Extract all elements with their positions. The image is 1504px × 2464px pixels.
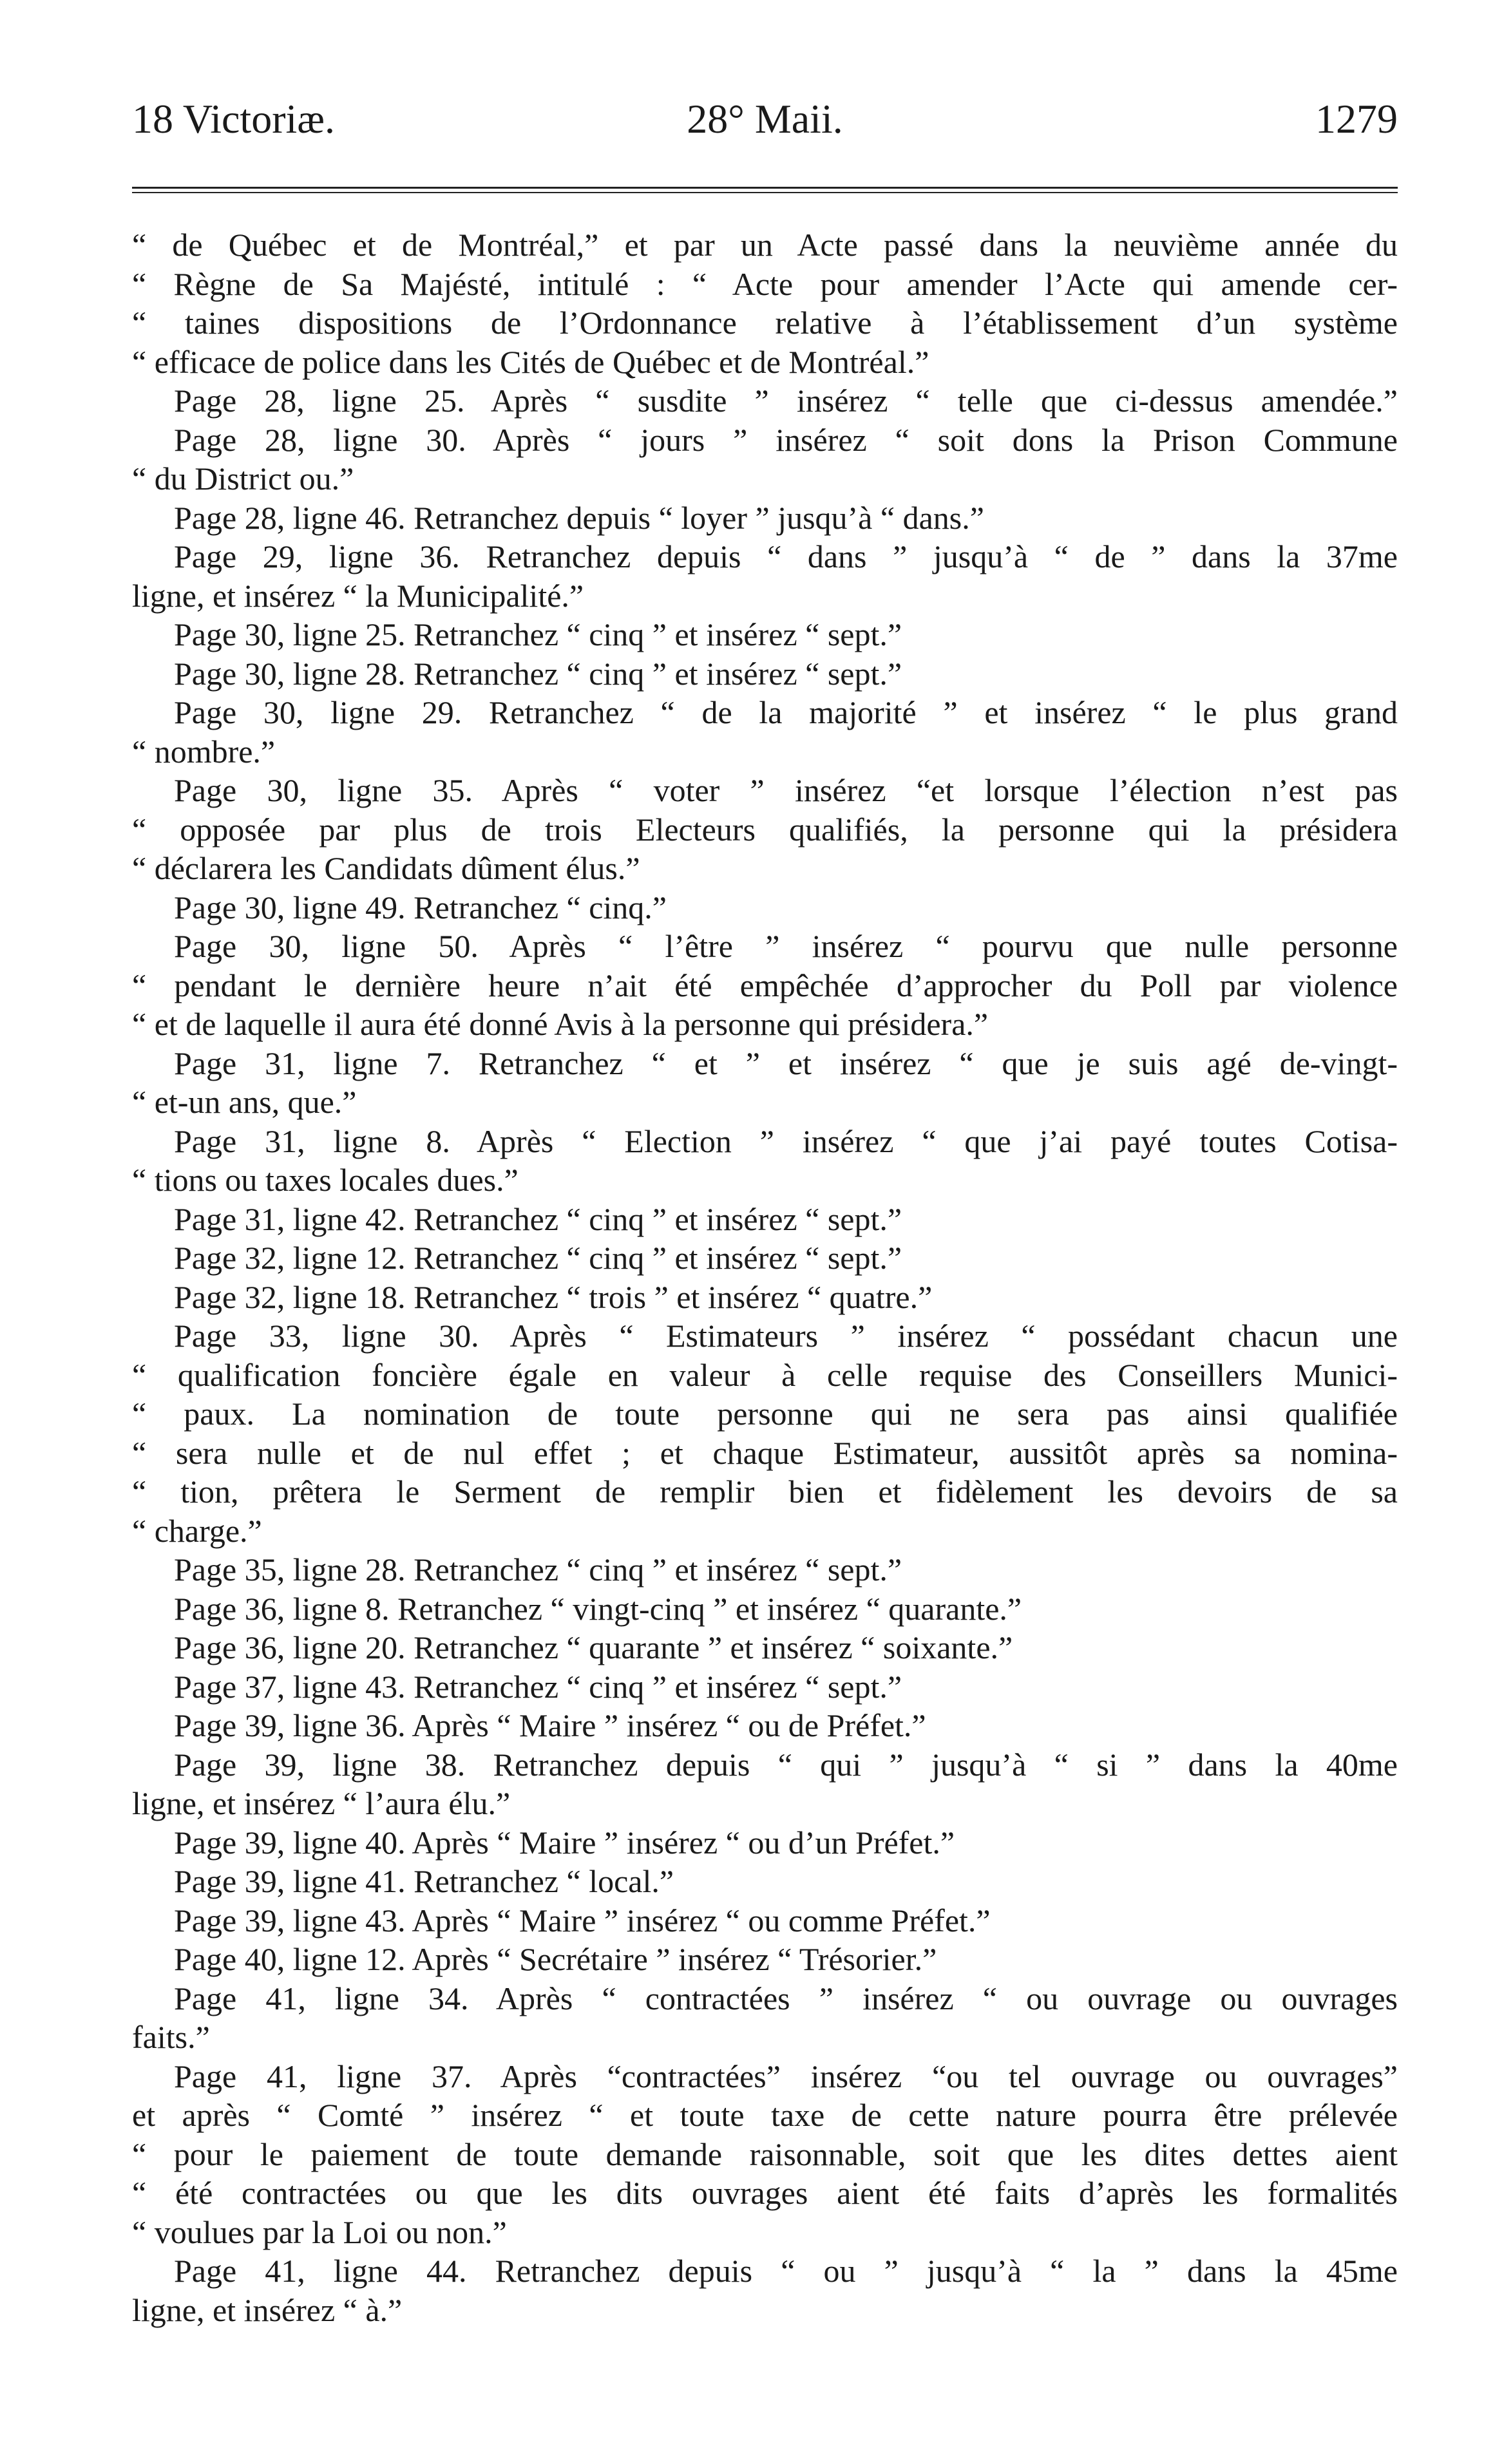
text-line: Page 30, ligne 25. Retranchez “ cinq ” et insérez “ sept.” — [174, 616, 902, 652]
text-line: Page 28, ligne 25. Après “ susdite ” insérez “ telle que ci-dessus amendée.” — [174, 383, 1398, 419]
text-line: “ efficace de police dans les Cités de Québec et de Montréal.” — [132, 343, 929, 380]
text-line: ligne, et insérez “ l’aura élu.” — [132, 1785, 511, 1821]
text-line: “ paux. La nomination de toute personne qui ne sera pas ainsi qualifiée — [132, 1396, 1398, 1432]
text-line: “ et de laquelle il aura été donné Avis à la personne qui présidera.” — [132, 1006, 989, 1042]
text-line: et après “ Comté ” insérez “ et toute taxe de cette nature pourra être prélevée — [132, 2097, 1398, 2133]
text-line: “ taines dispositions de l’Ordonnance relative à l’établissement d’un système — [132, 305, 1398, 341]
text-line: Page 33, ligne 30. Après “ Estimateurs ” insérez “ possédant chacun une — [174, 1318, 1398, 1354]
text-line: Page 31, ligne 7. Retranchez “ et ” et insérez “ que je suis agé de-vingt- — [174, 1045, 1398, 1081]
text-line: “ charge.” — [132, 1512, 262, 1549]
text-line: Page 29, ligne 36. Retranchez depuis “ dans ” jusqu’à “ de ” dans la 37me — [174, 538, 1398, 574]
header-date: 28° Maii. — [687, 96, 843, 142]
text-line: Page 40, ligne 12. Après “ Secrétaire ” insérez “ Trésorier.” — [174, 1941, 937, 1977]
text-line: Page 30, ligne 50. Après “ l’être ” insérez “ pourvu que nulle personne — [174, 928, 1398, 964]
text-line: Page 32, ligne 18. Retranchez “ trois ” et insérez “ quatre.” — [174, 1278, 933, 1315]
text-line: “ déclarera les Candidats dûment élus.” — [132, 850, 640, 886]
header-page-number: 1279 — [1315, 96, 1398, 142]
text-line: “ qualification foncière égale en valeur à celle requise des Conseillers Munici- — [132, 1356, 1398, 1393]
text-line: Page 39, ligne 40. Après “ Maire ” insérez “ ou d’un Préfet.” — [174, 1824, 955, 1861]
text-line: Page 32, ligne 12. Retranchez “ cinq ” et insérez “ sept.” — [174, 1240, 902, 1276]
text-line: ligne, et insérez “ la Municipalité.” — [132, 577, 584, 614]
text-line: “ sera nulle et de nul effet ; et chaque Estimateur, aussitôt après sa nomina- — [132, 1434, 1398, 1471]
text-line: Page 39, ligne 38. Retranchez depuis “ qui ” jusqu’à “ si ” dans la 40me — [174, 1746, 1398, 1783]
header-regnal-year: 18 Victoriæ. — [132, 96, 335, 142]
text-line: Page 41, ligne 34. Après “ contractées ” insérez “ ou ouvrage ou ouvrages — [174, 1980, 1398, 2016]
text-line: Page 39, ligne 41. Retranchez “ local.” — [174, 1863, 674, 1899]
text-line: Page 30, ligne 28. Retranchez “ cinq ” et insérez “ sept.” — [174, 655, 902, 692]
text-line: Page 39, ligne 36. Après “ Maire ” insérez “ ou de Préfet.” — [174, 1707, 926, 1743]
text-line: Page 30, ligne 49. Retranchez “ cinq.” — [174, 889, 667, 925]
running-header — [132, 90, 1398, 148]
text-line: “ pendant le dernière heure n’ait été empêchée d’approcher du Poll par violence — [132, 967, 1398, 1003]
text-line: Page 41, ligne 37. Après “contractées” insérez “ou tel ouvrage ou ouvrages” — [174, 2058, 1398, 2094]
text-line: “ du District ou.” — [132, 460, 354, 497]
text-line: Page 31, ligne 8. Après “ Election ” insérez “ que j’ai payé toutes Cotisa- — [174, 1123, 1398, 1159]
header-rule-top — [132, 187, 1398, 189]
text-line: “ Règne de Sa Majésté, intitulé : “ Acte pour amender l’Acte qui amende cer- — [132, 265, 1398, 302]
text-line: faits.” — [132, 2019, 210, 2055]
text-line: Page 35, ligne 28. Retranchez “ cinq ” et insérez “ sept.” — [174, 1551, 902, 1587]
text-line: Page 31, ligne 42. Retranchez “ cinq ” et insérez “ sept.” — [174, 1200, 902, 1237]
text-line: Page 28, ligne 30. Après “ jours ” insérez “ soit dons la Prison Commune — [174, 421, 1398, 458]
text-line: Page 28, ligne 46. Retranchez depuis “ loyer ” jusqu’à “ dans.” — [174, 499, 984, 536]
text-line: Page 36, ligne 8. Retranchez “ vingt-cinq ” et insérez “ quarante.” — [174, 1590, 1022, 1627]
text-line: ligne, et insérez “ à.” — [132, 2291, 403, 2328]
header-rule-bottom — [132, 192, 1398, 193]
text-line: Page 39, ligne 43. Après “ Maire ” insérez “ ou comme Préfet.” — [174, 1902, 991, 1938]
text-line: “ été contractées ou que les dits ouvrages aient été faits d’après les formalités — [132, 2175, 1398, 2211]
text-line: “ tion, prêtera le Serment de remplir bien et fidèlement les devoirs de sa — [132, 1474, 1398, 1510]
text-line: Page 36, ligne 20. Retranchez “ quarante ” et insérez “ soixante.” — [174, 1629, 1013, 1665]
text-line: “ opposée par plus de trois Electeurs qualifiés, la personne qui la présidera — [132, 811, 1398, 848]
text-line: Page 30, ligne 35. Après “ voter ” insérez “et lorsque l’élection n’est pas — [174, 772, 1398, 808]
text-line: “ tions ou taxes locales dues.” — [132, 1162, 519, 1198]
text-line: “ voulues par la Loi ou non.” — [132, 2213, 507, 2250]
text-line: Page 41, ligne 44. Retranchez depuis “ ou ” jusqu’à “ la ” dans la 45me — [174, 2253, 1398, 2289]
text-line: “ nombre.” — [132, 733, 276, 770]
text-line: “ de Québec et de Montréal,” et par un Acte passé dans la neuvième année du — [132, 227, 1398, 263]
text-line: “ et-un ans, que.” — [132, 1084, 357, 1120]
text-line: “ pour le paiement de toute demande raisonnable, soit que les dites dettes aient — [132, 2136, 1398, 2172]
text-line: Page 30, ligne 29. Retranchez “ de la majorité ” et insérez “ le plus grand — [174, 694, 1398, 730]
text-line: Page 37, ligne 43. Retranchez “ cinq ” et insérez “ sept.” — [174, 1668, 902, 1705]
amendment-text — [132, 225, 1398, 2329]
